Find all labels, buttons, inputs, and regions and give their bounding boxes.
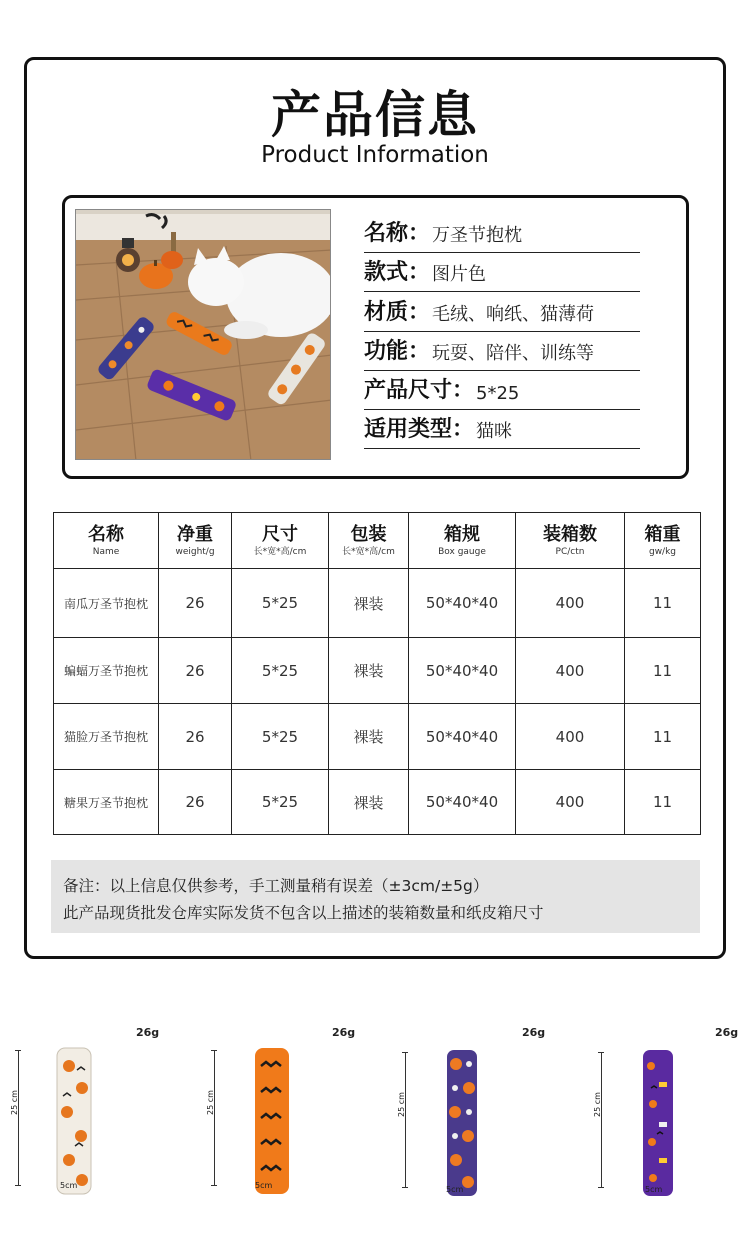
length-dimension-line [405,1052,406,1187]
length-dimension-line [214,1050,215,1185]
table-cell: 400 [516,569,625,638]
header-cn: 箱规 [444,523,480,545]
table-cell: 裸装 [329,770,409,835]
dimension-tick [15,1050,21,1051]
table-header [625,513,701,569]
info-value: 万圣节抱枕 [432,225,523,247]
dimension-tick [402,1187,408,1188]
dimension-tick [402,1052,408,1053]
toy-catface-image [445,1048,481,1198]
table-cell: 南瓜万圣节抱枕 [54,569,159,638]
dimension-tick [598,1052,604,1053]
info-row-name [364,214,640,253]
spec-table [53,512,701,835]
table-header [159,513,232,569]
toy-bat-image [253,1046,293,1196]
remark-line: 此产品现货批发仓库实际发货不包含以上描述的装箱数量和纸皮箱尺寸 [63,904,544,922]
width-label: 5cm [645,1185,663,1194]
info-key: 款式： [364,260,431,286]
length-label: 25 cm [592,1092,602,1117]
product-variants [0,1020,750,1220]
variant-pumpkin [0,1020,187,1210]
table-cell: 400 [516,704,625,770]
table-header [409,513,516,569]
table-cell: 5*25 [232,770,329,835]
header-cn: 尺寸 [262,523,298,545]
table-row [54,770,701,835]
table-cell: 400 [516,638,625,704]
header-cn: 装箱数 [543,523,597,545]
length-label: 25 cm [9,1090,19,1115]
width-label: 5cm [446,1185,464,1194]
remark-line: 备注：以上信息仅供参考，手工测量稍有误差（±3cm/±5g） [63,877,489,895]
info-key: 名称： [364,221,431,247]
info-row-material [364,292,640,331]
info-row-size [364,371,640,410]
weight-label: 26g [332,1026,356,1039]
info-row-function [364,332,640,371]
table-header [329,513,409,569]
length-label: 25 cm [205,1090,215,1115]
header-cn: 包装 [350,523,387,545]
dimension-tick [598,1187,604,1188]
width-label: 5cm [255,1181,273,1190]
variant-candy [563,1020,750,1210]
table-cell: 5*25 [232,569,329,638]
header-cn: 箱重 [644,523,681,545]
table-cell: 50*40*40 [409,638,516,704]
variant-catface [388,1020,575,1210]
header-cn: 净重 [177,523,213,545]
length-dimension-line [601,1052,602,1187]
length-dimension-line [18,1050,19,1185]
header-cn: 名称 [88,523,124,545]
table-cell: 50*40*40 [409,770,516,835]
table-cell: 11 [625,704,701,770]
info-key: 产品尺寸： [364,377,475,403]
info-key: 材质： [364,299,431,325]
header-en: 长*宽*高/cm [342,546,395,557]
variant-bat [197,1020,384,1210]
dimension-tick [15,1185,21,1186]
toy-pumpkin-image [55,1046,95,1196]
info-value: 玩耍、陪伴、训练等 [432,342,595,364]
table-cell: 糖果万圣节抱枕 [54,770,159,835]
table-row [54,569,701,638]
table-cell: 26 [159,770,232,835]
remark-note [51,860,700,933]
table-cell: 26 [159,704,232,770]
header-en: weight/g [175,546,215,557]
table-header [54,513,159,569]
table-cell: 裸装 [329,704,409,770]
info-value: 猫咪 [476,421,513,443]
table-cell: 5*25 [232,704,329,770]
table-cell: 裸装 [329,569,409,638]
table-cell: 26 [159,638,232,704]
table-cell: 猫脸万圣节抱枕 [54,704,159,770]
weight-label: 26g [522,1026,546,1039]
table-cell: 11 [625,770,701,835]
product-photo [75,209,331,460]
dimension-tick [211,1185,217,1186]
table-cell: 裸装 [329,638,409,704]
length-label: 25 cm [396,1092,406,1117]
table-row [54,638,701,704]
table-cell: 26 [159,569,232,638]
weight-label: 26g [136,1026,160,1039]
header-en: PC/ctn [555,546,585,557]
page-subtitle: Product Information [261,142,489,168]
header-en: gw/kg [648,546,677,557]
weight-label: 26g [715,1026,739,1039]
toy-candy-image [641,1048,677,1198]
table-header [516,513,625,569]
product-info-list [364,214,640,449]
dimension-tick [211,1050,217,1051]
table-cell: 400 [516,770,625,835]
info-key: 功能： [364,338,431,364]
table-cell: 5*25 [232,638,329,704]
header-en: Box gauge [438,546,486,557]
table-header-row [54,513,701,569]
table-cell: 50*40*40 [409,569,516,638]
table-cell: 50*40*40 [409,704,516,770]
info-value: 图片色 [432,264,487,286]
table-cell: 11 [625,638,701,704]
header-en: Name [92,546,120,557]
width-label: 5cm [60,1181,78,1190]
table-cell: 11 [625,569,701,638]
info-row-type [364,410,640,449]
table-row [54,704,701,770]
info-row-style [364,253,640,292]
header-en: 长*宽*高/cm [253,546,307,557]
table-header [232,513,329,569]
table-cell: 蝙蝠万圣节抱枕 [54,638,159,704]
page-title: 产品信息 [271,86,479,144]
info-key: 适用类型： [364,417,475,443]
info-value: 毛绒、响纸、猫薄荷 [432,303,595,325]
info-value: 5*25 [476,382,520,404]
